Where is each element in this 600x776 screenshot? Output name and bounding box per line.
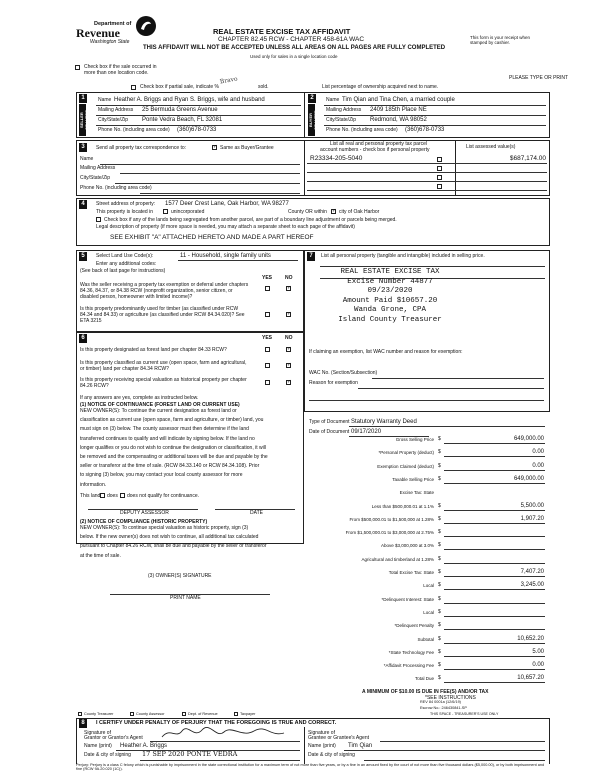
calc-row-rule: [444, 629, 545, 630]
multi-location-label: Check box if the sale occurred in: [84, 64, 157, 70]
buyer-city[interactable]: Redmond, WA 98052: [370, 117, 427, 123]
calc-row-label: From $1,500,000.01 to $3,000,000 at 2.75%: [345, 530, 434, 536]
stamp-line: Amount Paid $10657.20: [342, 296, 438, 305]
rule: [120, 173, 300, 174]
calc-row-label: From $500,000.01 to $1,500,000 at 1.28%: [349, 516, 434, 522]
partial-sale-checkbox[interactable]: [131, 85, 136, 90]
sig-grantee-label: Signature of: [308, 730, 335, 736]
rule: [307, 163, 547, 164]
yes-label: YES: [262, 275, 273, 281]
calc-row-value[interactable]: 649,000.00: [513, 475, 544, 482]
q6-1: Is this property designated as forest land per chapter 84.33 RCW?: [80, 347, 227, 353]
calc-row-label: Subtotal: [417, 636, 434, 642]
divider: [304, 727, 305, 764]
calc-row-rule: [444, 589, 545, 590]
rule: [324, 125, 546, 126]
unincorporated-checkbox[interactable]: [163, 209, 168, 214]
q6-2-yes[interactable]: [265, 363, 270, 368]
seller-mail-label: Mailing Address: [98, 107, 134, 113]
copy-label: Dept. of Revenue: [188, 712, 218, 716]
q5-2: Is this property predominantly used for timber (as classified under RCW 84.34 and 84.33) or agriculture (as classified under RCW 84.34.020)? See ETA 3215: [80, 306, 245, 324]
date-doc-label: Date of Document: [309, 429, 350, 435]
notice1-line: transferred continues to qualify and will indicate by signing below. If the land no: [80, 435, 255, 442]
q5-1-yes[interactable]: [265, 286, 270, 291]
calc-row-label: Above $3,000,000 at 3.0%: [380, 543, 434, 549]
q6-3-yes[interactable]: [265, 380, 270, 385]
calc-row-value[interactable]: 0.00: [532, 462, 544, 469]
section-3-number: 3: [79, 143, 87, 152]
notice1-line: longer qualifies or you do not wish to continue the designation or classification, it will: [80, 444, 266, 451]
rule: [115, 183, 300, 184]
city-checkbox[interactable]: [331, 209, 336, 214]
calc-row-rule: [444, 510, 545, 511]
warning-line: THIS AFFIDAVIT WILL NOT BE ACCEPTED UNLESS ALL AREAS ON ALL PAGES ARE FULLY COMPLETED: [143, 45, 446, 51]
city-of-label: city of Oak Harbor: [339, 209, 380, 215]
name-print-label-2: Name (print): [308, 743, 336, 749]
q6-3-no[interactable]: [286, 380, 291, 385]
notice2-line: NEW OWNER(S): To continue special valuation as historic property, sign (3): [80, 525, 249, 531]
dept-line3: Washington State: [90, 39, 130, 45]
print-name-label: PRINT NAME: [170, 595, 201, 601]
deputy-label: DEPUTY ASSESSOR: [120, 510, 169, 516]
notice1-line: information.: [80, 481, 107, 488]
calc-row-label: *Delinquent Interest: State: [381, 596, 434, 602]
calc-row-rule: [444, 656, 545, 657]
rule: [324, 105, 546, 106]
notice1-title: (1) NOTICE OF CONTINUANCE (FOREST LAND OR CURRENT USE): [80, 402, 240, 408]
grantor-date-city[interactable]: 17 SEP 2020 PONTE VEDRA: [142, 750, 238, 758]
land-use-label: Select Land Use Code(s):: [96, 253, 154, 259]
sec3-city-label: City/State/Zip: [80, 175, 111, 181]
calc-row-dollar: $: [438, 449, 441, 456]
section-1-number: 1: [79, 94, 87, 103]
date-city-label: Date & city of signing: [84, 752, 131, 758]
calc-row-dollar: $: [438, 648, 441, 655]
rule: [100, 164, 300, 165]
calc-row-value[interactable]: 0.00: [532, 449, 544, 456]
wac-no-label: WAC No. (Section/Subsection): [309, 370, 378, 376]
calc-row-rule: [444, 682, 545, 683]
rule: [309, 400, 544, 401]
calc-row-label: *Delinquent Penalty: [394, 623, 434, 629]
copy-checkbox[interactable]: [234, 712, 238, 716]
calc-row-value[interactable]: 1,907.20: [520, 515, 544, 522]
calc-row-rule: [444, 443, 545, 444]
no-label: NO: [285, 335, 293, 341]
calc-row-value[interactable]: 10,652.20: [517, 635, 544, 642]
calc-row-label: Agricultural and timberland at 1.28%: [361, 556, 434, 562]
name-print-label: Name (print): [84, 743, 112, 749]
stamp-line: REAL ESTATE EXCISE TAX: [340, 268, 440, 276]
used-only-line: Used only for sales in a single location code: [250, 54, 338, 59]
dor-logo-icon: [135, 15, 157, 37]
q6-2-no[interactable]: [286, 363, 291, 368]
rule: [344, 750, 545, 751]
rule: [140, 193, 300, 194]
calc-row-dollar: $: [438, 555, 441, 562]
section-8-number: 8: [79, 719, 87, 728]
sec3-phone-label: Phone No. (including area code): [80, 185, 152, 191]
exhibit-text[interactable]: SEE EXHIBIT "A" ATTACHED HERETO AND MADE A PART HEREOF: [110, 234, 314, 241]
notice2-line: below. If the new owner(s) does not wish to continue, all additional tax calculated: [80, 534, 259, 541]
legal-label: Legal description of property (if more space is needed, you may attach a separate sheet to each page of the affidavit): [96, 224, 355, 230]
copy-label: Taxpayer: [240, 712, 256, 716]
calc-row-dollar: $: [438, 475, 441, 482]
rule: [307, 181, 547, 182]
type-doc-value[interactable]: Statutory Warranty Deed: [351, 419, 417, 425]
calc-row-label: Excise Tax: State: [399, 490, 434, 496]
land-use-value[interactable]: 11 - Household, single family units: [180, 253, 271, 259]
list-personal: List all personal property (tangible and intangible) included in selling price.: [321, 253, 485, 259]
calc-row-dollar: $: [438, 569, 441, 575]
calc-row-value[interactable]: 649,000.00: [513, 436, 544, 442]
receipt-note: This form is your receipt when stamped by cashier.: [470, 35, 531, 46]
sig-grantor-label: Signature of: [84, 730, 111, 736]
seller-tag: SELLER GRANTOR: [79, 104, 86, 136]
calc-row-dollar: $: [438, 462, 441, 469]
calc-row-rule: [444, 563, 545, 564]
rule: [178, 260, 298, 261]
list-all-label2: account numbers - check box if personal property: [320, 147, 430, 153]
section-6-number: 6: [79, 334, 87, 343]
rule: [140, 760, 300, 761]
personal-property-checkbox-2[interactable]: [437, 166, 442, 171]
calc-row-dollar: $: [438, 436, 441, 442]
calc-row-label: *Personal Property (deduct): [378, 450, 434, 456]
does-not-label: does not qualify for continuance.: [127, 493, 199, 499]
multi-location-label2: more than one location code.: [84, 70, 149, 76]
notice2-line: at the time of sale.: [80, 552, 121, 559]
calc-row-label: Total Due: [414, 676, 434, 682]
same-as-label: Same as Buyer/Grantee: [220, 145, 274, 151]
parcel-number[interactable]: R23334-205-5040: [310, 155, 363, 162]
calc-row-rule: [444, 523, 545, 524]
ownership-label: List percentage of ownership acquired next to name.: [322, 84, 439, 90]
section-5-number: 5: [79, 252, 87, 261]
does-label: does: [107, 493, 118, 499]
sec3-mail-label: Mailing Address: [80, 165, 116, 171]
calc-row-dollar: $: [438, 529, 441, 536]
buyer-tag: BUYER GRANTEE: [308, 104, 315, 136]
calc-row-dollar: $: [438, 635, 441, 642]
this-land: This land: [80, 493, 101, 499]
calc-row-value[interactable]: 5.00: [532, 648, 544, 655]
notice1-line: classification as current use (open space, farm and agriculture, or timber) land, you: [80, 417, 264, 424]
dept-logo-text: Revenue: [76, 26, 120, 40]
calc-row-rule: [444, 616, 545, 617]
rule: [380, 741, 545, 742]
seller-phone[interactable]: (360)678-0733: [177, 127, 217, 133]
personal-property-checkbox-3[interactable]: [437, 175, 442, 180]
sig-grantee-label2: Grantee or Grantee's Agent: [308, 735, 369, 741]
q5-1-no[interactable]: [286, 286, 291, 291]
calc-row-value[interactable]: 5,500.00: [520, 502, 544, 509]
q5-1: Was the seller receiving a property tax exemption or deferral under chapters 84.36, 84.37, or 84.38 RCW (nonprofit organization, senior citizen, or disabled person, homeowner with limited income)?: [80, 282, 249, 300]
calc-row-dollar: $: [438, 622, 441, 629]
rule: [150, 741, 300, 742]
calc-row-value[interactable]: 10,657.20: [517, 675, 544, 682]
notice2-line: pursuant to Chapter 84.26 RCW, shall be due and payable by the seller or transferor: [80, 543, 267, 550]
assessed-value[interactable]: $687,174.00: [509, 155, 546, 162]
multi-location-checkbox[interactable]: [75, 65, 80, 70]
notice1-line: must sign on (3) below. The county assessor must then determine if the land: [80, 426, 249, 433]
rule: [307, 172, 547, 173]
land-does-not-checkbox[interactable]: [120, 493, 125, 498]
buyer-name-label: Name: [326, 97, 340, 103]
rule: [358, 388, 544, 389]
calc-row-label: *Affidavit Processing Fee: [383, 663, 434, 669]
divider: [304, 140, 305, 196]
grantee-print-name[interactable]: Tim Qian: [348, 743, 373, 749]
if-yes: If any answers are yes, complete as instructed below.: [80, 395, 199, 401]
calc-row-label: Less than $500,000.01 at 1.1%: [371, 503, 434, 509]
personal-property-checkbox-1[interactable]: [437, 157, 442, 162]
buyer-phone-label: Phone No. (including area code): [326, 127, 398, 133]
q6-3: Is this property receiving special valuation as historical property per chapter 84.26 RCW?: [80, 377, 247, 389]
please-type: PLEASE TYPE OR PRINT: [509, 75, 569, 81]
buyer-mail-label: Mailing Address: [326, 107, 362, 113]
q6-1-yes[interactable]: [265, 347, 270, 352]
segregated-label: Check box if any of the lands being segregated from another parcel, are part of a boundary line adjustment or parcels being merged.: [104, 217, 397, 223]
rule: [324, 115, 546, 116]
calc-row-dollar: $: [438, 662, 441, 669]
copy-label: County Treasurer: [84, 712, 114, 716]
dept-line1: Department of: [94, 21, 132, 27]
rule: [349, 426, 545, 427]
calc-row-label: Exemption Claimed (deduct): [377, 463, 434, 469]
section-2-number: 2: [308, 94, 316, 103]
calc-row-dollar: $: [438, 542, 441, 549]
stamp-line: Excise Number 44877: [347, 277, 433, 286]
calc-row-dollar: $: [438, 582, 441, 589]
calc-row-rule: [444, 536, 545, 537]
rule: [364, 760, 545, 761]
reason-label: Reason for exemption: [309, 380, 358, 386]
street-value[interactable]: 1577 Deer Crest Lane, Oak Harbor, WA 98277: [165, 201, 289, 207]
rule: [307, 190, 547, 191]
sold-label: sold.: [258, 84, 269, 90]
calc-row-label: Taxable Selling Price: [392, 476, 434, 482]
q6-1-no[interactable]: [286, 347, 291, 352]
calc-row-rule: [444, 456, 545, 457]
minimum-label: A MINIMUM OF $10.00 IS DUE IN FEE(S) AND/OR TAX: [362, 689, 489, 695]
owner-sig-label: (3) OWNER(S) SIGNATURE: [148, 573, 212, 579]
perjury-note: Perjury: Perjury is a class C felony which is punishable by imprisonment in the state correctional institution for a maximum term of not more than five years, or by a fine in an amount fixed by the court of not more than five thousand dollars ($5,000.00), or by both imprisonment and fine (RCW 9A.20.020 (1C)).: [76, 763, 545, 772]
stamp-line: Wanda Grone, CPA: [353, 306, 426, 314]
calc-row-rule: [444, 470, 545, 471]
calc-row-rule: [444, 603, 545, 604]
see-instructions: *SEE INSTRUCTIONS: [425, 695, 476, 701]
calc-row-label: Local: [423, 609, 434, 615]
calc-row-label: Total Excise Tax: State: [388, 570, 434, 575]
partial-sale-label: Check box if partial sale, indicate %: [140, 84, 219, 90]
notice2-title: (2) NOTICE OF COMPLIANCE (HISTORIC PROPERTY): [80, 519, 208, 525]
calc-row-label: *State Technology Fee: [388, 649, 434, 655]
rule: [372, 378, 544, 379]
buyer-name[interactable]: Tim Qian and Tina Chen, a married couple: [342, 97, 455, 103]
seller-name-label: Name: [98, 97, 112, 103]
sig-grantor-label2: Grantor or Grantor's Agent: [84, 735, 143, 741]
calc-row-value[interactable]: 0.00: [532, 662, 544, 669]
enter-additional: Enter any additional codes:: [96, 261, 157, 267]
copy-checkbox[interactable]: [130, 712, 134, 716]
calc-row-value[interactable]: 7,407.20: [520, 569, 544, 575]
chapter-line: CHAPTER 82.45 RCW - CHAPTER 458-61A WAC: [218, 36, 365, 43]
q6-2: Is this property classified as current use (open space, farm and agricultural, or timber) land per chapter 84.34 RCW?: [80, 360, 247, 372]
notice1-line: seller or transferor at the time of sale. (RCW 84.33.140 or RCW 84.34.108). Prior: [80, 463, 260, 470]
rev-label: REV 84 0001a (12/6/19): [420, 700, 461, 704]
copy-label: County Assessor: [136, 712, 165, 716]
seller-phone-label: Phone No. (including area code): [98, 127, 170, 133]
q5-2-yes[interactable]: [265, 312, 270, 317]
escrow-label: Escrow No.: 246430841-SP: [420, 706, 467, 710]
grantor-print-name[interactable]: Heather A. Briggs: [120, 743, 168, 749]
seller-mail[interactable]: 25 Bermuda Greens Avenue: [142, 107, 218, 113]
seller-city[interactable]: Ponte Vedra Beach, FL 32081: [142, 117, 223, 123]
buyer-city-label: City/State/Zip: [326, 117, 357, 123]
segregated-checkbox[interactable]: [96, 217, 101, 222]
calc-row-rule: [444, 669, 545, 670]
grantor-signature[interactable]: [158, 725, 288, 741]
send-label: Send all property tax correspondence to:: [96, 145, 187, 151]
calc-row-dollar: $: [438, 502, 441, 509]
date-label: DATE: [250, 510, 263, 516]
street-label: Street address of property:: [96, 201, 156, 207]
copy-checkbox[interactable]: [182, 712, 186, 716]
seller-city-label: City/State/Zip: [98, 117, 129, 123]
date-doc-value[interactable]: 09/17/2020: [351, 429, 382, 435]
treasurer-only: THIS SPACE - TREASURER'S USE ONLY: [430, 712, 499, 716]
yes-label: YES: [262, 335, 273, 341]
divider: [455, 140, 456, 196]
calc-row-rule: [444, 576, 545, 577]
notice1-line: be removed and the compensating or additional taxes will be due and payable by the: [80, 454, 268, 460]
unincorporated-label: unincorporated: [171, 209, 205, 215]
buyer-phone[interactable]: (360)678-0733: [405, 127, 445, 133]
divider: [304, 92, 305, 138]
rule: [96, 105, 301, 106]
same-as-buyer-checkbox[interactable]: [212, 145, 217, 150]
calc-row-dollar: $: [438, 675, 441, 682]
land-does-checkbox[interactable]: [100, 493, 105, 498]
located-label: This property is located in: [96, 209, 153, 215]
notice1-line: to signing (3) below, you may contact your local county assessor for more: [80, 472, 243, 479]
seller-name[interactable]: Heather A. Briggs and Ryan S. Briggs, wife and husband: [114, 97, 265, 103]
copy-checkbox[interactable]: [78, 712, 82, 716]
calc-row-dollar: $: [438, 595, 441, 602]
sec3-name-label: Name: [80, 156, 94, 162]
buyer-mail[interactable]: 2409 185th Place NE: [370, 107, 427, 113]
rule: [96, 125, 301, 126]
calc-row-label: Local: [423, 583, 434, 589]
stamp-line: 09/23/2020: [367, 287, 413, 295]
calc-row-rule: [444, 483, 545, 484]
see-back: (See back of last page for instructions): [80, 268, 166, 274]
claiming-label: If claiming an exemption, list WAC number and reason for exemption:: [309, 349, 463, 355]
section-7-number: 7: [307, 252, 315, 261]
type-doc-label: Type of Document: [309, 419, 350, 425]
calc-row-dollar: $: [438, 608, 441, 615]
certify-text: I CERTIFY UNDER PENALTY OF PERJURY THAT THE FOREGOING IS TRUE AND CORRECT.: [96, 720, 337, 726]
rule: [96, 115, 301, 116]
section-4-number: 4: [79, 200, 87, 209]
stamp-line: Island County Treasurer: [338, 315, 442, 324]
assessed-label: List assessed value(s): [466, 144, 516, 150]
partial-sale-handwriting: Bravo: [219, 75, 239, 86]
rule: [320, 266, 545, 267]
county-or-label: County OR within: [288, 209, 327, 215]
calc-row-rule: [444, 643, 545, 644]
form-title: REAL ESTATE EXCISE TAX AFFIDAVIT: [213, 27, 351, 36]
date-city-label-2: Date & city of signing: [308, 752, 355, 758]
calc-row-label: Gross Selling Price: [395, 437, 434, 442]
calc-row-value[interactable]: 3,245.00: [520, 582, 544, 589]
notice1-line: NEW OWNER(S): To continue the current designation as forest land or: [80, 408, 237, 414]
calc-row-rule: [444, 549, 545, 550]
q5-2-no[interactable]: [286, 312, 291, 317]
calc-row-dollar: $: [438, 515, 441, 522]
list-all-label: List all real and personal property tax parcel: [330, 141, 427, 147]
personal-property-checkbox-4[interactable]: [437, 184, 442, 189]
no-label: NO: [285, 275, 293, 281]
